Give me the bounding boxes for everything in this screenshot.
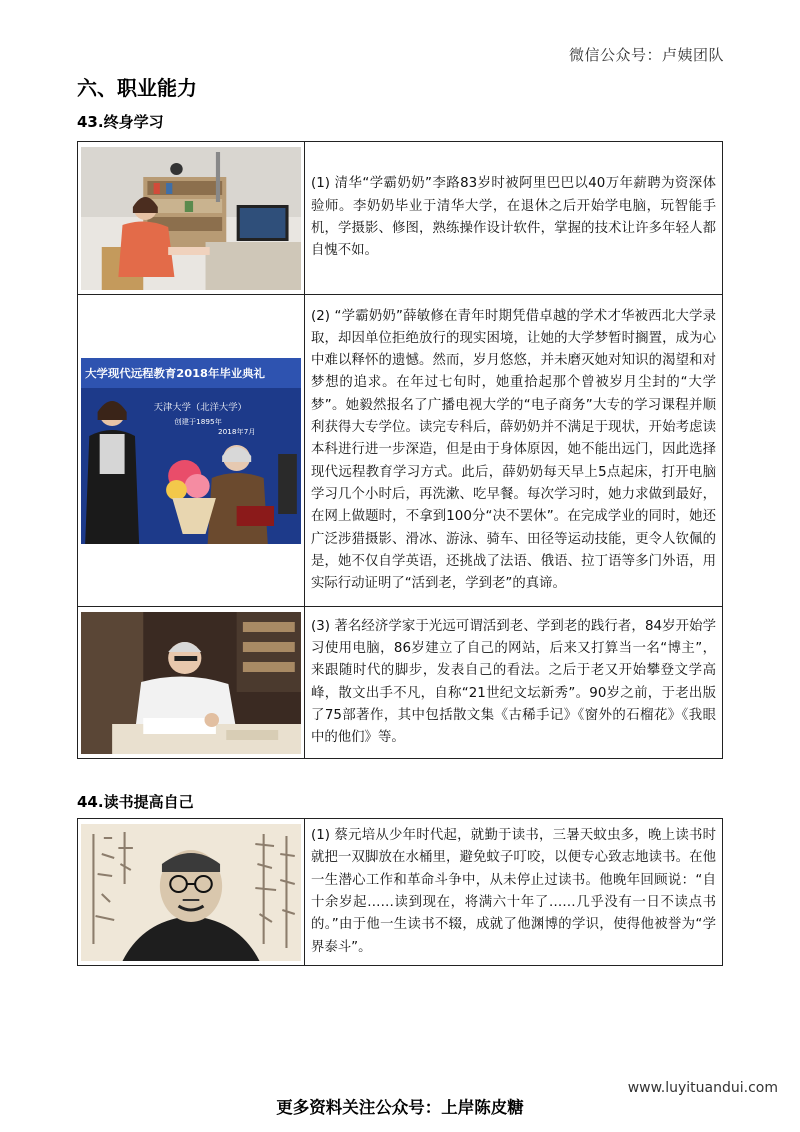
footer-promo: 更多资料关注公众号：上岸陈皮糖 [276, 1098, 524, 1117]
paragraph-xue-minxiu: (2) “学霸奶奶”薛敏修在青年时期凭借卓越的学术才华被西北大学录取，却因单位拒绝放行的现实困境，让她的大学梦暂时搁置，成为心中难以释怀的遗憾。然而，岁月悠悠，并未磨灭她对知识的渴望和对梦想的追求。在年过七旬时，她重拾起那个曾被岁月尘封的“大学梦”。她毅然报名了广播电视大学的“电子商务”大专的学习课程并顺利获得大专学位。读完专科后，薛奶奶并不满足于现状，开始考虑读本科进行进一步深造，但是由于身体原因，她不能出远门，因此选择现代远程教育学习方式。此后，薛奶奶每天早上5点起床，打开电脑学习几个小时后，再洗漱、吃早餐。每次学习时，她力求做到最好，在网上做题时，不拿到100分“决不罢休”。在完成学业的同时，她还广泛涉猎摄影、滑冰、游泳、骑车、田径等运动技能，更令人钦佩的是，她不仅自学英语，还挑战了法语、俄语、拉丁语等多门外语，用实际行动证明了“活到老，学到老”的真谛。 [305, 295, 723, 607]
photo-cell [78, 142, 305, 295]
footer-url[interactable]: www.luyituandui.com [627, 1080, 778, 1096]
lifelong-learning-table [77, 141, 723, 759]
banner-text: 大学现代远程教育2018年毕业典礼 [85, 366, 265, 380]
table-row [78, 607, 723, 759]
paragraph-li-lu: (1) 清华“学霸奶奶”李路83岁时被阿里巴巴以40万年薪聘为资深体验师。李奶奶毕业于清华大学，在退休之后开始学电脑，玩智能手机，学摄影、修图，熟练操作设计软件，掌握的技术让许多年轻人都自愧不如。 [305, 142, 723, 295]
photo-elderly-man-writing [81, 612, 301, 754]
board-text: 天津大学（北洋大学） [153, 401, 247, 413]
board-date-text: 2018年7月 [217, 426, 256, 436]
table-row [78, 142, 723, 295]
portrait-cai-yuanpei [81, 824, 301, 961]
topic-title-lifelong-learning: 43.终身学习 [77, 113, 164, 131]
table-row [78, 295, 723, 607]
paragraph-yu-guangyuan: (3) 著名经济学家于光远可谓活到老、学到老的践行者，84岁开始学习使用电脑，86岁建立了自己的网站，后来又打算当一名“博主”，来跟随时代的脚步，发表自己的看法。之后于老又开始攀登文学高峰，散文出手不凡，自称“21世纪文坛新秀”。90岁之前，于老出版了75部著作，其中包括散文集《古稀手记》《窗外的石榴花》《我眼中的他们》等。 [305, 607, 723, 759]
paragraph-cai-yuanpei: (1) 蔡元培从少年时代起，就勤于读书，三暑天蚊虫多，晚上读书时就把一双脚放在水桶里，避免蚊子叮咬，以便专心致志地读书。在他一生潜心工作和革命斗争中，从未停止过读书。他晚年回顾说：“自十余岁起……读到现在，将满六十年了……几乎没有一日不读点书的。”由于他一生读书不辍，成就了他渊博的学识，使得他被誉为“学界泰斗”。 [305, 819, 723, 966]
table-row [78, 819, 723, 966]
photo-cell [78, 819, 305, 966]
header-account: 微信公众号：卢姨团队 [568, 46, 724, 64]
board-sub-text: 创建于1895年 [174, 416, 222, 426]
section-title: 六、职业能力 [77, 76, 197, 100]
reading-table [77, 818, 723, 966]
photo-cell [78, 295, 305, 607]
photo-elderly-woman-computer [81, 147, 301, 290]
photo-cell [78, 607, 305, 759]
photo-graduation-ceremony [81, 358, 301, 544]
topic-title-reading: 44.读书提高自己 [77, 793, 194, 811]
